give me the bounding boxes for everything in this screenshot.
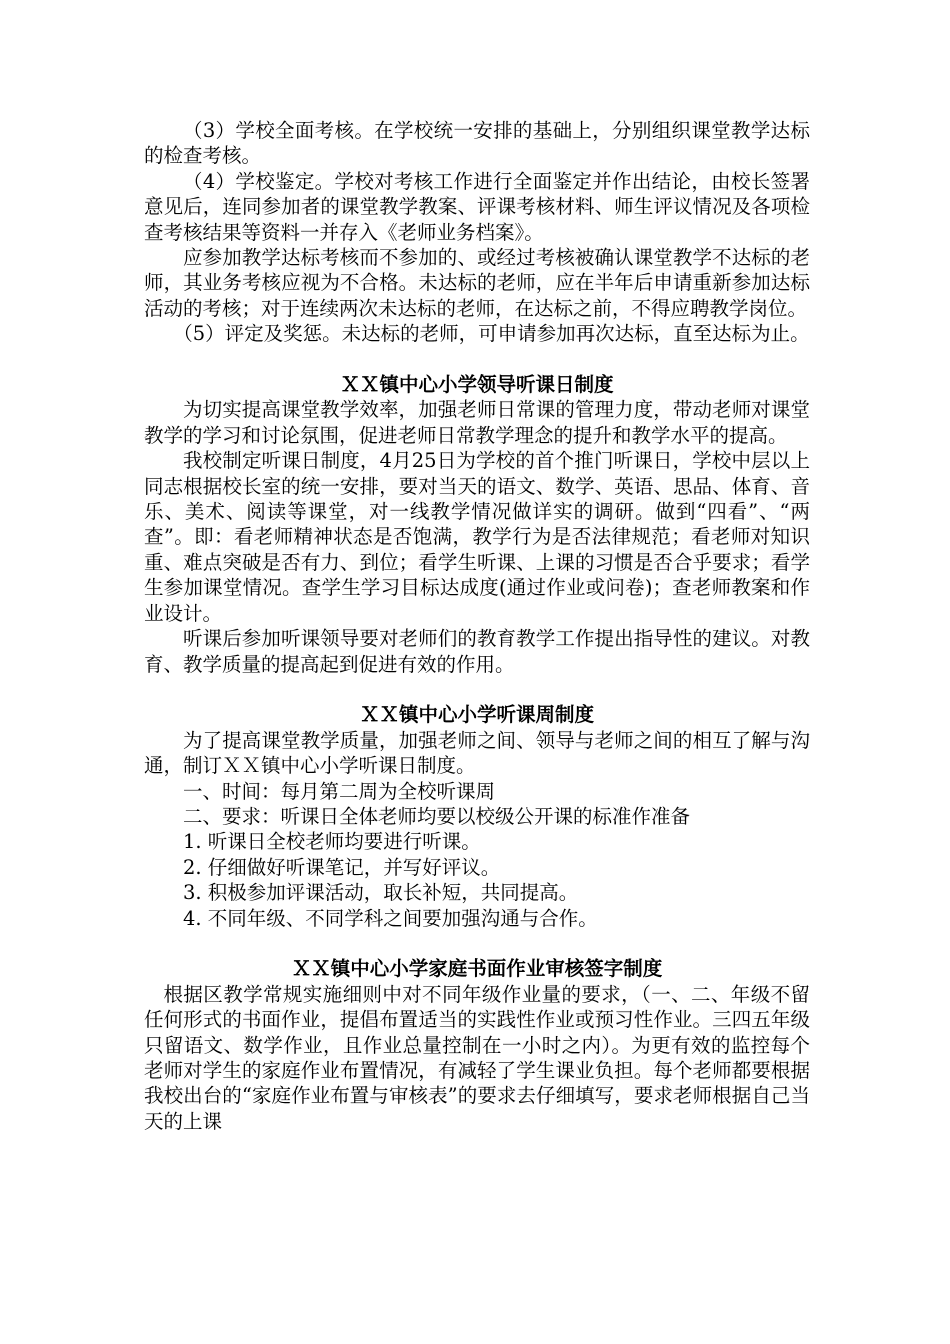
paragraph: 一、时间：每月第二周为全校听课周: [183, 779, 496, 803]
paragraph: 二、要求：听课日全体老师均要以校级公开课的标准作准备: [183, 804, 691, 828]
paragraph: 听课后参加听课领导要对老师们的教育教学工作提出指导性的建议。对教育、教学质量的提高起到促进有效的作用。: [144, 627, 810, 676]
paragraph: 为切实提高课堂教学效率，加强老师日常课的管理力度，带动老师对课堂教学的学习和讨论氛围，促进老师日常教学理念的提升和教学水平的提高。: [144, 398, 810, 447]
section-gap: [144, 347, 810, 372]
paragraph: （3）学校全面考核。在学校统一安排的基础上，分别组织课堂教学达标的检查考核。: [144, 119, 810, 168]
list-item: 1. 听课日全校老师均要进行听课。: [183, 830, 481, 854]
document-page: [144, 118, 810, 1134]
list-item: 3. 积极参加评课活动，取长补短，共同提高。: [183, 881, 579, 905]
paragraph: （4）学校鉴定。学校对考核工作进行全面鉴定并作出结论，由校长签署意见后，连同参加者的课堂教学教案、评课考核材料、师生评议情况及各项检查考核结果等资料一并存入《老师业务档案》。: [144, 169, 810, 244]
paragraph: （5）评定及奖惩。未达标的老师，可申请参加再次达标，直至达标为止。: [173, 322, 810, 346]
section-title: ＸＸ镇中心小学家庭书面作业审核签字制度: [291, 957, 663, 981]
section-gap: [144, 677, 810, 702]
section-title: ＸＸ镇中心小学听课周制度: [359, 703, 594, 727]
list-item: 2. 仔细做好听课笔记，并写好评议。: [183, 855, 501, 879]
section-gap: [144, 931, 810, 956]
paragraph: 应参加教学达标考核而不参加的、或经过考核被确认课堂教学不达标的老师，其业务考核应视为不合格。未达标的老师，应在半年后申请重新参加达标活动的考核；对于连续两次未达标的老师，在达标之前，不得应聘教学岗位。: [144, 246, 810, 320]
paragraph: 根据区教学常规实施细则中对不同年级作业量的要求，（一、二、年级不留任何形式的书面作业，提倡布置适当的实践性作业或预习性作业。三四五年级只留语文、数学作业，且作业总量控制在一小时之内）。为更有效的监控每个老师对学生的家庭作业布置情况，有减轻了学生课业负担。每个老师都要根据我校出台的“家庭作业布置与审核表”的要求去仔细填写，要求老师根据自己当天的上课: [144, 982, 810, 1133]
paragraph: 我校制定听课日制度，4月25日为学校的首个推门听课日，学校中层以上同志根据校长室的统一安排，要对当天的语文、数学、英语、思品、体育、音乐、美术、阅读等课堂，对一线教学情况做详实的调研。做到“四看”、“两查”。即：看老师精神状态是否饱满，教学行为是否法律规范；看老师对知识重、难点突破是否有力、到位；看学生听课、上课的习惯是否合乎要求；看学生参加课堂情况。查学生学习目标达成度(通过作业或问卷)；查老师教案和作业设计。: [144, 449, 810, 625]
section-title: ＸＸ镇中心小学领导听课日制度: [340, 373, 614, 397]
paragraph: 为了提高课堂教学质量，加强老师之间、领导与老师之间的相互了解与沟通，制订ＸＸ镇中心小学听课日制度。: [144, 728, 810, 778]
list-item: 4. 不同年级、不同学科之间要加强沟通与合作。: [183, 906, 598, 930]
